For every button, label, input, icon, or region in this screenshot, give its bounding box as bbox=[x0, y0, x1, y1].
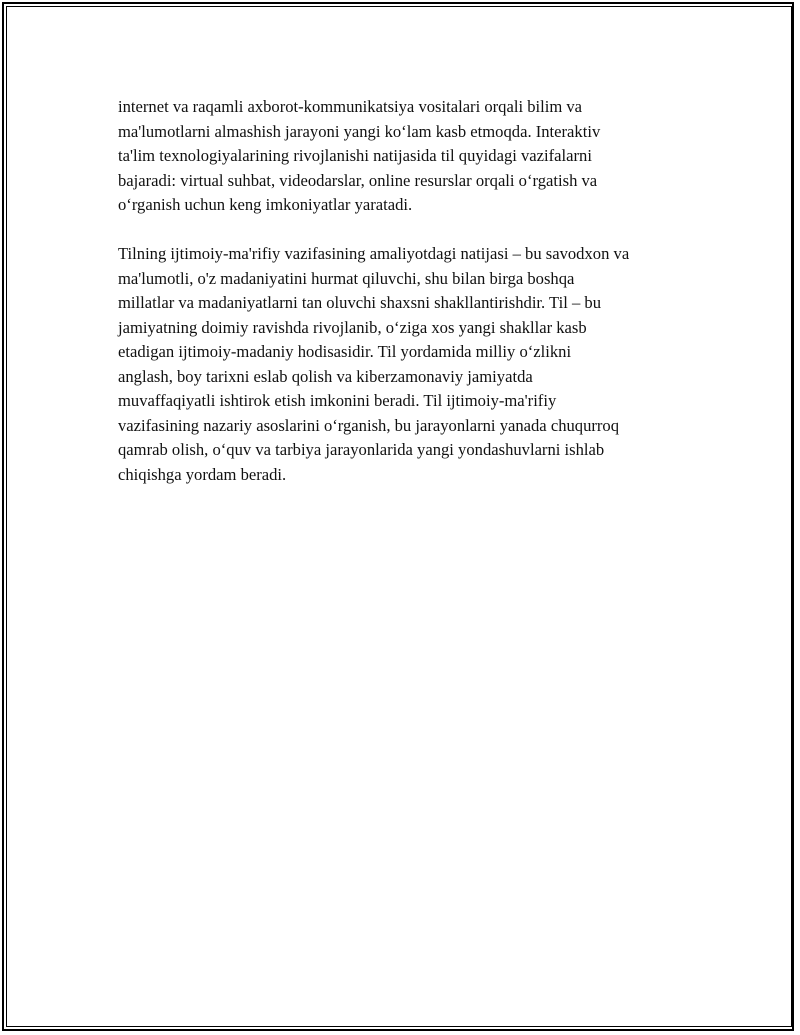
paragraph-1 bbox=[118, 95, 698, 218]
text-line: muvaffaqiyatli ishtirok etish imkonini beradi. Til ijtimoiy-ma'rifiy bbox=[118, 391, 557, 410]
text-line: etadigan ijtimoiy-madaniy hodisasidir. Til yordamida milliy o‘zlikni bbox=[118, 342, 572, 361]
text-line: chiqishga yordam beradi. bbox=[118, 464, 287, 484]
text-line: vazifasining nazariy asoslarini o‘rganish, bu jarayonlarni yanada chuqurroq bbox=[118, 415, 620, 435]
text-line: ma'lumotli, o'z madaniyatini hurmat qiluvchi, shu bilan birga boshqa bbox=[118, 268, 575, 288]
text-line: o‘rganish uchun keng imkoniyatlar yaratadi. bbox=[118, 195, 413, 214]
text-line: qamrab olish, o‘quv va tarbiya jarayonlarida yangi yondashuvlarni ishlab bbox=[118, 440, 605, 459]
text-line: anglash, boy tarixni eslab qolish va kiberzamonaviy jamiyatda bbox=[118, 366, 533, 386]
text-line: ta'lim texnologiyalarining rivojlanishi natijasida til quyidagi vazifalarni bbox=[118, 146, 592, 165]
document-body bbox=[118, 95, 698, 487]
paragraph-2 bbox=[118, 242, 698, 487]
text-line: internet va raqamli axborot-kommunikatsiya vositalari orqali bilim va bbox=[118, 97, 583, 116]
text-line: Tilning ijtimoiy-ma'rifiy vazifasining amaliyotdagi natijasi – bu savodxon va bbox=[118, 244, 630, 263]
text-line: millatlar va madaniyatlarni tan oluvchi shaxsni shakllantirishdir. Til – bu bbox=[118, 293, 602, 312]
text-line: jamiyatning doimiy ravishda rivojlanib, o‘ziga xos yangi shakllar kasb bbox=[118, 317, 587, 337]
text-line: ma'lumotlarni almashish jarayoni yangi ko‘lam kasb etmoqda. Interaktiv bbox=[118, 121, 601, 141]
paragraph-spacer bbox=[118, 218, 698, 243]
text-line: bajaradi: virtual suhbat, videodarslar, online resurslar orqali o‘rgatish va bbox=[118, 170, 598, 190]
